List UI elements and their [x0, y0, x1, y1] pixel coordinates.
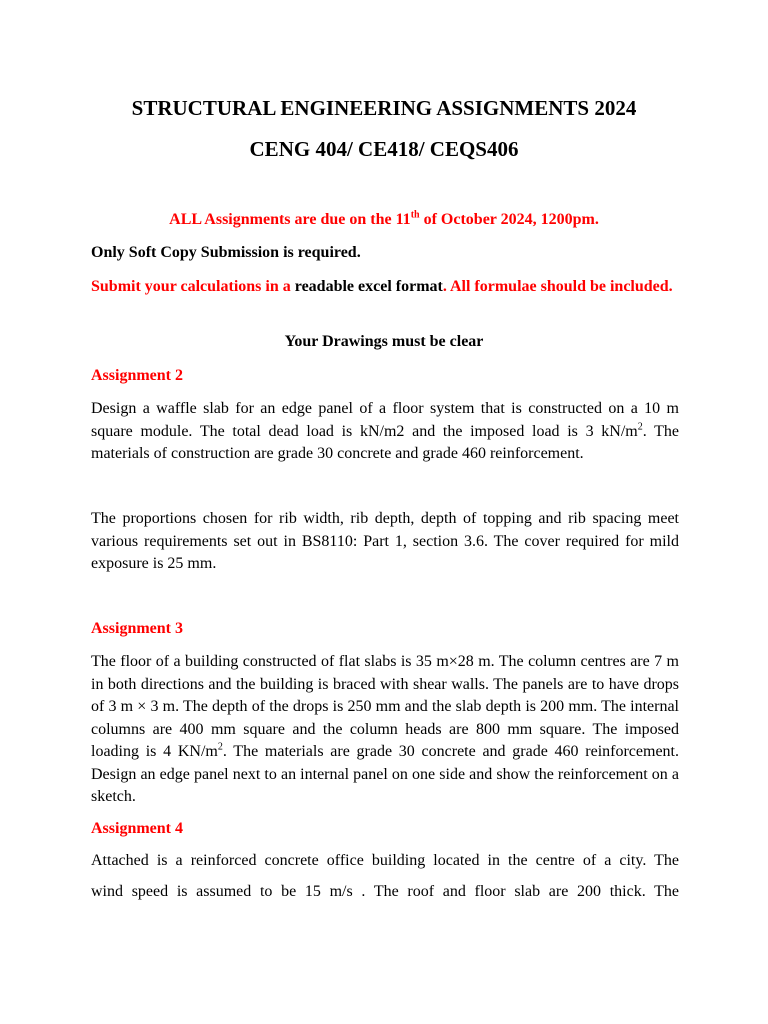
document-title: STRUCTURAL ENGINEERING ASSIGNMENTS 2024 [131, 96, 637, 120]
assignment-3-paragraph [91, 651, 679, 809]
assignment-2-text-end: . The materials of construction are grade 30 concrete and grade 460 reinforcement. [91, 422, 680, 462]
soft-copy-notice: Only Soft Copy Submission is required. [91, 244, 361, 261]
assignment-3-text: The floor of a building constructed of flat slabs is 35 m×28 m. The column centres are 7 m in both directions and the building is braced with shear walls. The panels are to have drops of 3 m × 3 m. The depth of the drops is 250 mm and the slab depth is 200 mm. The internal columns are 400 mm square and the column heads are 800 mm square. The imposed loading is 4 KN/m [91, 653, 679, 760]
submit-text-1: Submit your calculations in a [91, 278, 295, 295]
assignment-2-paragraph-2: The proportions chosen for rib width, rib depth, depth of topping and rib spacing meet various requirements set out in BS8110: Part 1, section 3.6. The cover required for mild exposure is 25 mm. [91, 510, 679, 572]
assignment-2-paragraph-1 [91, 398, 679, 466]
assignment-2-superscript: 2 [637, 421, 643, 433]
assignment-3-text-end: . The materials are grade 30 concrete and grade 460 reinforcement. Design an edge panel next to an internal panel on one side and show the reinforcement on a sketch. [91, 743, 679, 805]
assignment-4-line-2: wind speed is assumed to be 15 m/s . The roof and floor slab are 200 thick. The [91, 883, 679, 900]
submit-text-3: . All formulae should be included. [442, 278, 673, 295]
drawings-notice: Your Drawings must be clear [284, 333, 484, 350]
submit-instructions [91, 276, 679, 299]
due-date-notice [0, 209, 768, 232]
due-notice-text: ALL Assignments are due on the 11 [169, 211, 411, 228]
due-notice-text-end: of October 2024, 1200pm. [419, 211, 599, 228]
assignment-4-line-1: Attached is a reinforced concrete office building located in the centre of a city. The [91, 852, 679, 869]
assignment-2-text: Design a waffle slab for an edge panel of a floor system that is constructed on a 10 m square module. The total dead load is kN/m2 and the imposed load is 3 kN/m [91, 400, 679, 440]
course-codes: CENG 404/ CE418/ CEQS406 [249, 137, 519, 161]
due-notice-ordinal: th [410, 209, 420, 221]
assignment-4-heading: Assignment 4 [91, 820, 184, 837]
assignment-3-heading: Assignment 3 [91, 620, 184, 637]
submit-text-2: readable excel format [294, 278, 443, 295]
assignment-2-heading: Assignment 2 [91, 367, 184, 384]
assignment-3-superscript: 2 [217, 741, 223, 753]
